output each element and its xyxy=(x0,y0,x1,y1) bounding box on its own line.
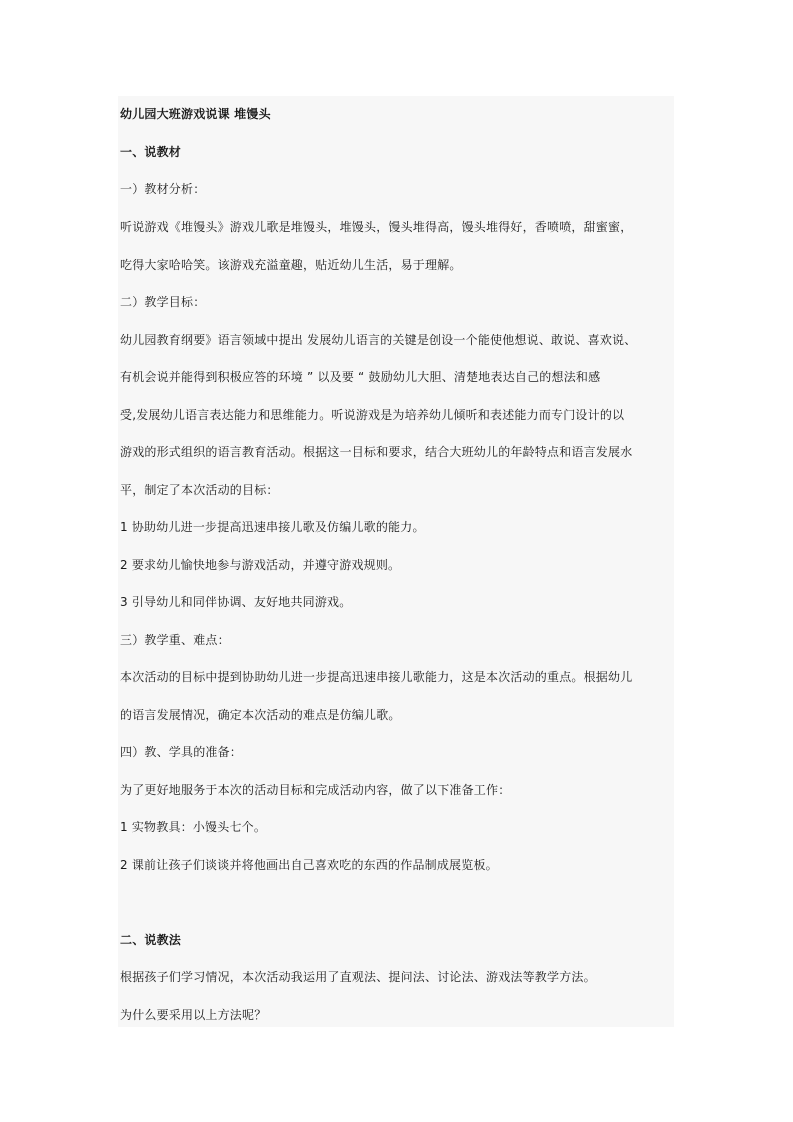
paragraph-line: 的语言发展情况，确定本次活动的难点是仿编儿歌。 xyxy=(120,708,401,722)
section-heading-teaching-method: 二、说教法 xyxy=(120,933,182,947)
list-item-goal: 1 协助幼儿进一步提高迅速串接儿歌及仿编儿歌的能力。 xyxy=(120,520,425,534)
section-heading-teaching-material: 一、说教材 xyxy=(120,145,182,159)
paragraph-line: 本次活动的目标中提到协助幼儿进一步提高迅速串接儿歌能力，这是本次活动的重点。根据幼儿 xyxy=(120,670,633,684)
paragraph-line: 游戏的形式组织的语言教育活动。根据这一目标和要求，结合大班幼儿的年龄特点和语言发展水 xyxy=(120,445,633,459)
list-item-preparation: 1 实物教具：小馒头七个。 xyxy=(120,820,267,834)
subheading-key-difficult-points: 三）教学重、难点： xyxy=(120,633,230,647)
paragraph-line: 吃得大家哈哈笑。该游戏充溢童趣，贴近幼儿生活，易于理解。 xyxy=(120,258,462,272)
paragraph-line: 为了更好地服务于本次的活动目标和完成活动内容，做了以下准备工作： xyxy=(120,783,511,797)
list-item-preparation: 2 课前让孩子们谈谈并将他画出自己喜欢吃的东西的作品制成展览板。 xyxy=(120,858,498,872)
subheading-teaching-goals: 二）教学目标： xyxy=(120,295,206,309)
paragraph-line: 有机会说并能得到积极应答的环境 ” 以及要 “ 鼓励幼儿大胆、清楚地表达自己的想法和感 xyxy=(120,370,601,384)
document-title: 幼儿园大班游戏说课 堆馒头 xyxy=(120,107,271,121)
paragraph-line: 幼儿园教育纲要》语言领域中提出 发展幼儿语言的关键是创设一个能使他想说、敢说、喜欢说、 xyxy=(120,333,637,347)
paragraph-line: 根据孩子们学习情况，本次活动我运用了直观法、提问法、讨论法、游戏法等教学方法。 xyxy=(120,970,596,984)
paragraph-line: 平，制定了本次活动的目标： xyxy=(120,483,279,497)
subheading-teaching-aids: 四）教、学具的准备： xyxy=(120,745,243,759)
list-item-goal: 3 引导幼儿和同伴协调、友好地共同游戏。 xyxy=(120,595,352,609)
paragraph-line: 听说游戏《堆馒头》游戏儿歌是堆馒头，堆馒头，馒头堆得高，馒头堆得好，香喷喷，甜蜜蜜， xyxy=(120,220,633,234)
list-item-goal: 2 要求幼儿愉快地参与游戏活动，并遵守游戏规则。 xyxy=(120,558,401,572)
paragraph-line: 为什么要采用以上方法呢？ xyxy=(120,1008,267,1022)
document-page xyxy=(118,96,674,1027)
subheading-material-analysis: 一）教材分析： xyxy=(120,182,206,196)
paragraph-line: 受,发展幼儿语言表达能力和思维能力。听说游戏是为培养幼儿倾听和表述能力而专门设计的以 xyxy=(120,408,625,422)
